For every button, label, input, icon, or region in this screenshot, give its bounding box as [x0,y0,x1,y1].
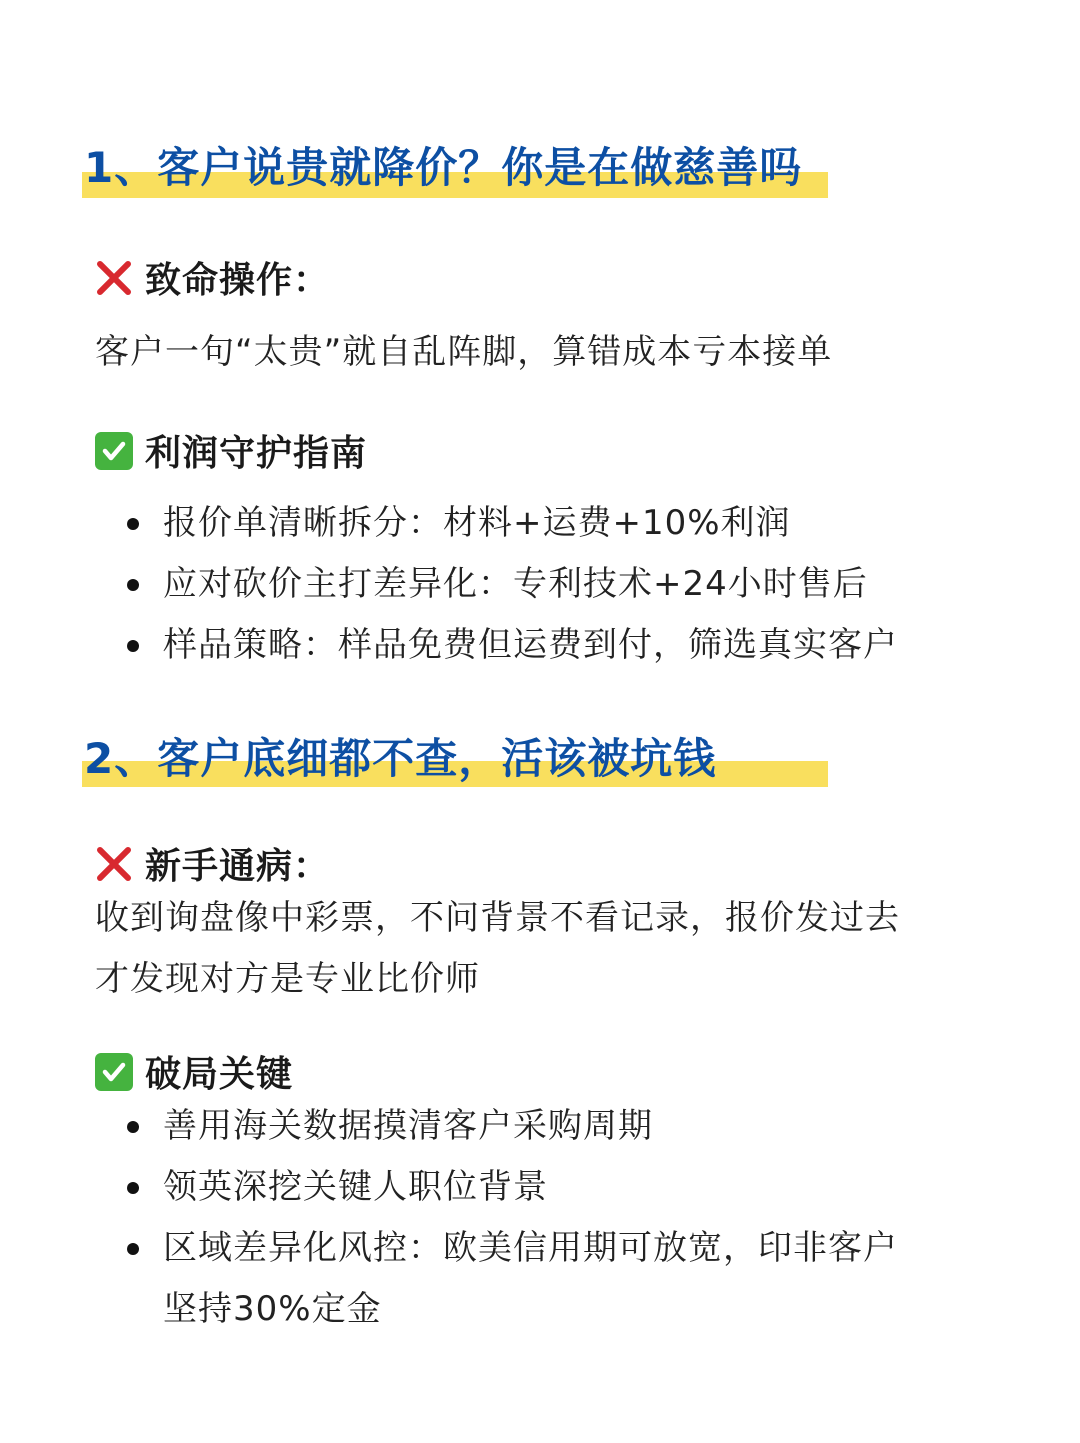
list-item: 领英深挖关键人职位背景 [125,1157,898,1218]
section-1-title: 1、客户说贵就降价？你是在做慈善吗 [84,143,803,192]
section-1-heading [82,140,802,196]
section-2-solution-label [95,1046,293,1097]
cross-icon [95,259,133,297]
section-1-solution-list [125,493,898,676]
section-2-title: 2、客户底细都不查，活该被坑钱 [84,734,717,783]
list-item: 样品策略：样品免费但运费到付，筛选真实客户 [125,615,898,676]
list-item: 应对砍价主打差异化：专利技术+24小时售后 [125,554,898,615]
section-1-problem-text: 客户一句“太贵”就自乱阵脚，算错成本亏本接单 [95,332,833,372]
cross-icon [95,845,133,883]
section-2-solution-list [125,1096,898,1279]
solution-label-text: 利润守护指南 [145,433,368,474]
section-2-solution-continuation: 坚持30%定金 [163,1289,382,1329]
list-item: 报价单清晰拆分：材料+运费+10%利润 [125,493,898,554]
check-icon [95,432,133,470]
section-1-solution-label [95,425,367,476]
section-2-problem-line-2: 才发现对方是专业比价师 [95,959,480,999]
list-item: 善用海关数据摸清客户采购周期 [125,1096,898,1157]
problem-label-text: 致命操作： [145,260,331,301]
list-item: 区域差异化风控：欧美信用期可放宽，印非客户 [125,1218,898,1279]
solution-label-text: 破局关键 [145,1054,294,1095]
section-1-problem-label [95,252,330,303]
section-2-problem-line-1: 收到询盘像中彩票，不问背景不看记录，报价发过去 [95,898,900,938]
section-2-heading [82,731,716,787]
section-2-problem-label [95,838,330,889]
check-icon [95,1053,133,1091]
problem-label-text: 新手通病： [145,846,331,887]
